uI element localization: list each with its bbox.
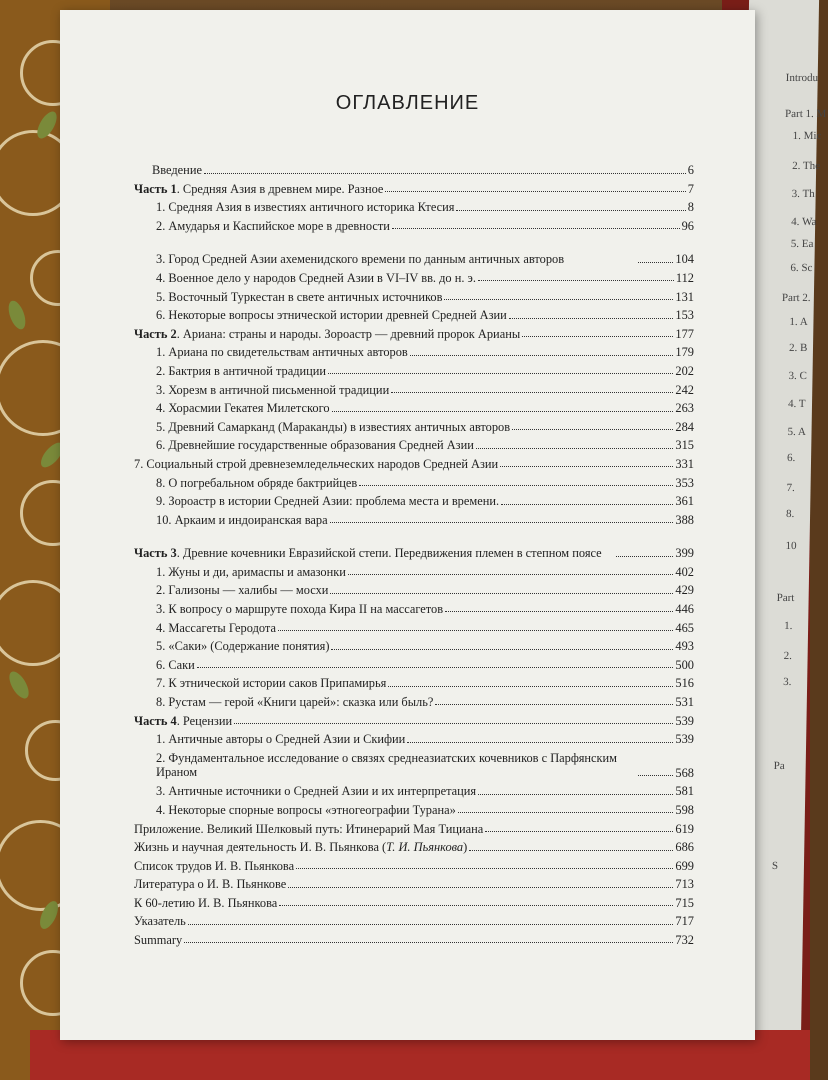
page-number: 353 xyxy=(675,475,694,490)
toc-entry-title: 8. Рустам — герой «Книги царей»: сказка или быль? xyxy=(156,695,434,710)
toc-entry-title: 4. Военное дело у народов Средней Азии в VI–IV вв. до н. э. xyxy=(156,271,476,286)
toc-entry-title: 5. Восточный Туркестан в свете античных источников xyxy=(156,289,443,304)
toc-entry xyxy=(134,560,694,579)
toc-entry-title: 2. Фундаментальное исследование о связях среднеазиатских кочевников с Парфянским Ираном xyxy=(156,751,618,780)
page-number: 568 xyxy=(675,765,694,780)
part-label: Часть 1 xyxy=(134,181,177,196)
right-page-fragment: 2. The xyxy=(792,160,821,172)
leader-dots xyxy=(444,299,673,300)
toc-entry-title: Summary xyxy=(134,933,183,948)
page-number: 402 xyxy=(675,564,694,579)
leader-dots xyxy=(359,485,673,486)
leader-dots xyxy=(197,667,674,668)
toc-entry xyxy=(134,872,694,891)
toc-entry xyxy=(134,433,694,452)
right-page-fragment: 6. xyxy=(786,452,796,464)
toc-entry xyxy=(134,526,694,560)
right-page-fragment: 5. Ea xyxy=(790,238,814,250)
toc-entry-title: 6. Древнейшие государственные образования Средней Азии xyxy=(156,438,474,453)
leader-dots xyxy=(278,630,673,631)
toc-entry xyxy=(134,891,694,910)
toc-entry xyxy=(134,928,694,947)
toc-entry xyxy=(134,266,694,285)
toc-entry xyxy=(134,671,694,690)
toc-entry xyxy=(134,835,694,854)
right-page-fragment: 5. A xyxy=(787,426,806,438)
right-page-fragment: 1. Mic xyxy=(792,130,822,142)
right-page-fragment: Part 1. M xyxy=(784,108,827,120)
leader-dots xyxy=(407,742,673,743)
part-label: Часть 2 xyxy=(134,326,177,341)
leader-dots xyxy=(509,318,674,319)
toc-entry-title: 2. Амударья и Каспийское море в древности xyxy=(156,218,390,233)
page-number: 619 xyxy=(675,821,694,836)
page-number: 331 xyxy=(675,457,694,471)
toc-list xyxy=(134,158,694,946)
page-number: 361 xyxy=(675,494,694,509)
toc-entry xyxy=(134,340,694,359)
toc-entry xyxy=(134,597,694,616)
page-number: 6 xyxy=(687,163,694,178)
toc-entry-title: Указатель xyxy=(134,914,186,929)
right-page-fragment: 7. xyxy=(786,482,795,494)
page-number: 500 xyxy=(675,657,694,672)
right-page-fragment: 2. xyxy=(783,650,792,662)
toc-entry-title: Список трудов И. В. Пьянкова xyxy=(134,858,295,873)
page-number: 531 xyxy=(675,695,694,710)
leader-dots xyxy=(392,228,680,229)
right-page-fragment: 1. A xyxy=(789,316,808,328)
page-number: 179 xyxy=(675,345,694,360)
toc-entry xyxy=(134,690,694,709)
leader-dots xyxy=(500,466,673,467)
right-page-fragment: 1. xyxy=(784,620,793,632)
toc-entry xyxy=(134,415,694,434)
page-number: 699 xyxy=(675,858,694,873)
right-page-fragment: 3. xyxy=(783,676,792,688)
leader-dots xyxy=(522,336,673,337)
page-number: 429 xyxy=(675,583,694,598)
toc-entry-title: К 60-летию И. В. Пьянкова xyxy=(134,895,278,910)
toc-entry xyxy=(134,816,694,835)
toc-entry xyxy=(134,359,694,378)
page-number: 493 xyxy=(675,639,694,654)
ornament-leaf xyxy=(5,299,28,332)
toc-entry xyxy=(134,508,694,527)
leader-dots xyxy=(332,411,674,412)
toc-entry xyxy=(134,708,694,727)
toc-entry-title: 1. Жуны и ди, аримаспы и амазонки xyxy=(156,564,346,579)
page-number: 131 xyxy=(675,289,694,304)
page-number: 96 xyxy=(681,218,694,233)
page-number: 713 xyxy=(675,877,694,892)
toc-entry-title: 3. К вопросу о маршруте похода Кира II на массагетов xyxy=(156,602,444,617)
toc-entry-title: Литература о И. В. Пьянкове xyxy=(134,877,287,892)
toc-entry xyxy=(134,195,694,214)
toc-entry-title: 4. Некоторые спорные вопросы «этногеографии Турана» xyxy=(156,802,456,817)
leader-dots xyxy=(391,392,673,393)
toc-entry-title: Жизнь и научная деятельность И. В. Пьянкова (Т. И. Пьянкова) xyxy=(134,840,468,855)
toc-entry-title: Введение xyxy=(152,163,202,178)
leader-dots xyxy=(385,191,685,192)
leader-dots xyxy=(458,812,674,813)
toc-entry xyxy=(134,470,694,489)
leader-dots xyxy=(296,868,673,869)
right-page-fragment: Part xyxy=(776,592,795,604)
page-number: 153 xyxy=(675,308,694,323)
toc-entry xyxy=(134,232,694,266)
page-number: 263 xyxy=(675,401,694,416)
leader-dots xyxy=(638,262,673,263)
leader-dots xyxy=(478,794,673,795)
toc-entry-title: 5. Древний Самарканд (Мараканды) в известиях античных авторов xyxy=(156,419,511,434)
toc-entry-title: 5. «Саки» (Содержание понятия) xyxy=(156,639,330,654)
ornament-leaf xyxy=(5,669,32,702)
page-number: 388 xyxy=(675,512,694,527)
right-page-fragment: S xyxy=(771,860,779,872)
toc-entry xyxy=(134,158,694,177)
leader-dots xyxy=(616,556,673,557)
right-page-fragment: 10 xyxy=(785,540,797,552)
leader-dots xyxy=(234,723,673,724)
toc-entry-title: Часть 1. Средняя Азия в древнем мире. Разное xyxy=(134,181,384,196)
leader-dots xyxy=(501,504,673,505)
toc-entry-title: Часть 4. Рецензии xyxy=(134,713,233,728)
toc-entry-title: 2. Гализоны — халибы — мосхи xyxy=(156,583,329,598)
page-number: 284 xyxy=(675,419,694,434)
toc-entry xyxy=(134,727,694,746)
toc-entry xyxy=(134,653,694,672)
toc-entry xyxy=(134,909,694,928)
right-page-fragment: 6. Sc xyxy=(790,262,813,274)
page-number: 717 xyxy=(675,914,694,929)
page-number: 177 xyxy=(675,326,694,341)
page-number: 202 xyxy=(675,364,694,379)
right-page-fragment: 3. Th xyxy=(791,188,815,200)
toc-entry-title: 3. Хорезм в античной письменной традиции xyxy=(156,382,390,397)
part-label: Часть 3 xyxy=(134,545,177,560)
toc-entry-title: 7. К этнической истории саков Припамирья xyxy=(156,676,387,691)
leader-dots xyxy=(331,649,673,650)
leader-dots xyxy=(348,574,673,575)
leader-dots xyxy=(204,173,686,174)
toc-entry xyxy=(134,284,694,303)
right-page-fragment: 8. xyxy=(786,508,795,520)
toc-entry xyxy=(134,396,694,415)
page-number: 539 xyxy=(675,732,694,747)
toc-entry-title: 7. Социальный строй древнеземледельческих народов Средней Азии xyxy=(134,457,499,471)
leader-dots xyxy=(188,924,674,925)
right-page-fragment: 4. Wa xyxy=(791,216,817,228)
toc-page xyxy=(60,10,755,1040)
toc-entry-title: Часть 2. Ариана: страны и народы. Зороастр — древний пророк Арианы xyxy=(134,326,521,341)
toc-entry xyxy=(134,322,694,341)
leader-dots xyxy=(388,686,673,687)
toc-entry xyxy=(134,634,694,653)
page-number: 598 xyxy=(675,802,694,817)
right-page-fragment: Pa xyxy=(773,760,785,772)
toc-entry-title: 6. Саки xyxy=(156,657,195,672)
page-number: 399 xyxy=(675,546,694,561)
toc-entry-title: 3. Античные источники о Средней Азии и их интерпретация xyxy=(156,784,477,799)
leader-dots xyxy=(330,593,673,594)
toc-entry-title: 4. Массагеты Геродота xyxy=(156,620,276,635)
toc-entry xyxy=(134,214,694,233)
toc-entry xyxy=(134,452,694,471)
right-page-fragment: 2. B xyxy=(788,342,808,354)
right-page-fragment: 3. C xyxy=(788,370,807,382)
page-number: 104 xyxy=(675,252,694,267)
page-title: ОГЛАВЛЕНИЕ xyxy=(335,92,480,114)
leader-dots xyxy=(328,373,673,374)
toc-entry-title: 1. Средняя Азия в известиях античного историка Ктесия xyxy=(156,200,455,215)
leader-dots xyxy=(638,775,673,776)
toc-entry-title: 1. Ариана по свидетельствам античных авторов xyxy=(156,345,408,360)
leader-dots xyxy=(478,280,674,281)
page-number: 7 xyxy=(687,181,694,196)
toc-entry xyxy=(134,303,694,322)
leader-dots xyxy=(445,611,673,612)
toc-entry xyxy=(134,746,694,780)
page-number: 581 xyxy=(675,784,694,799)
page-number: 715 xyxy=(675,895,694,910)
toc-entry xyxy=(134,615,694,634)
toc-entry-title: 1. Античные авторы о Средней Азии и Скифии xyxy=(156,732,406,747)
toc-entry-title: Приложение. Великий Шелковый путь: Итинерарий Мая Тициана xyxy=(134,821,484,836)
page-number: 732 xyxy=(675,933,694,948)
page-number: 112 xyxy=(675,271,694,286)
toc-entry-title: 3. Город Средней Азии ахеменидского времени по данным античных авторов xyxy=(156,251,565,266)
toc-entry xyxy=(134,798,694,817)
leader-dots xyxy=(410,355,674,356)
toc-entry-title: 2. Бактрия в античной традиции xyxy=(156,364,327,379)
leader-dots xyxy=(512,429,673,430)
page-number: 516 xyxy=(675,676,694,691)
leader-dots xyxy=(435,704,673,705)
leader-dots xyxy=(469,850,673,851)
toc-entry xyxy=(134,489,694,508)
part-label: Часть 4 xyxy=(134,713,177,728)
toc-entry-title: 4. Хорасмии Гекатея Милетского xyxy=(156,401,330,416)
leader-dots xyxy=(330,522,674,523)
toc-entry xyxy=(134,779,694,798)
leader-dots xyxy=(456,210,685,211)
page-number: 465 xyxy=(675,620,694,635)
page-number: 446 xyxy=(675,602,694,617)
toc-entry-title: 6. Некоторые вопросы этнической истории древней Средней Азии xyxy=(156,308,507,323)
toc-entry xyxy=(134,377,694,396)
leader-dots xyxy=(476,448,674,449)
right-page-fragment: Introdu xyxy=(785,72,819,84)
leader-dots xyxy=(485,831,673,832)
leader-dots xyxy=(279,905,673,906)
toc-entry xyxy=(134,854,694,873)
page-number: 242 xyxy=(675,382,694,397)
page-number: 315 xyxy=(675,438,694,453)
page-number: 686 xyxy=(675,840,694,855)
toc-entry-title: Часть 3. Древние кочевники Евразийской степи. Передвижения племен в степном поясе xyxy=(134,545,602,560)
toc-entry-title: 8. О погребальном обряде бактрийцев xyxy=(156,475,358,490)
toc-entry-title: 10. Аркаим и индоиранская вара xyxy=(156,512,328,527)
right-page-fragment: 4. T xyxy=(787,398,806,410)
toc-entry xyxy=(134,177,694,196)
right-page-fragment: Part 2. xyxy=(781,292,811,304)
leader-dots xyxy=(184,942,673,943)
toc-entry xyxy=(134,578,694,597)
page-number: 539 xyxy=(675,713,694,728)
leader-dots xyxy=(288,887,673,888)
toc-entry-title: 9. Зороастр в истории Средней Азии: проблема места и времени. xyxy=(156,494,500,509)
page-number: 8 xyxy=(687,200,694,215)
